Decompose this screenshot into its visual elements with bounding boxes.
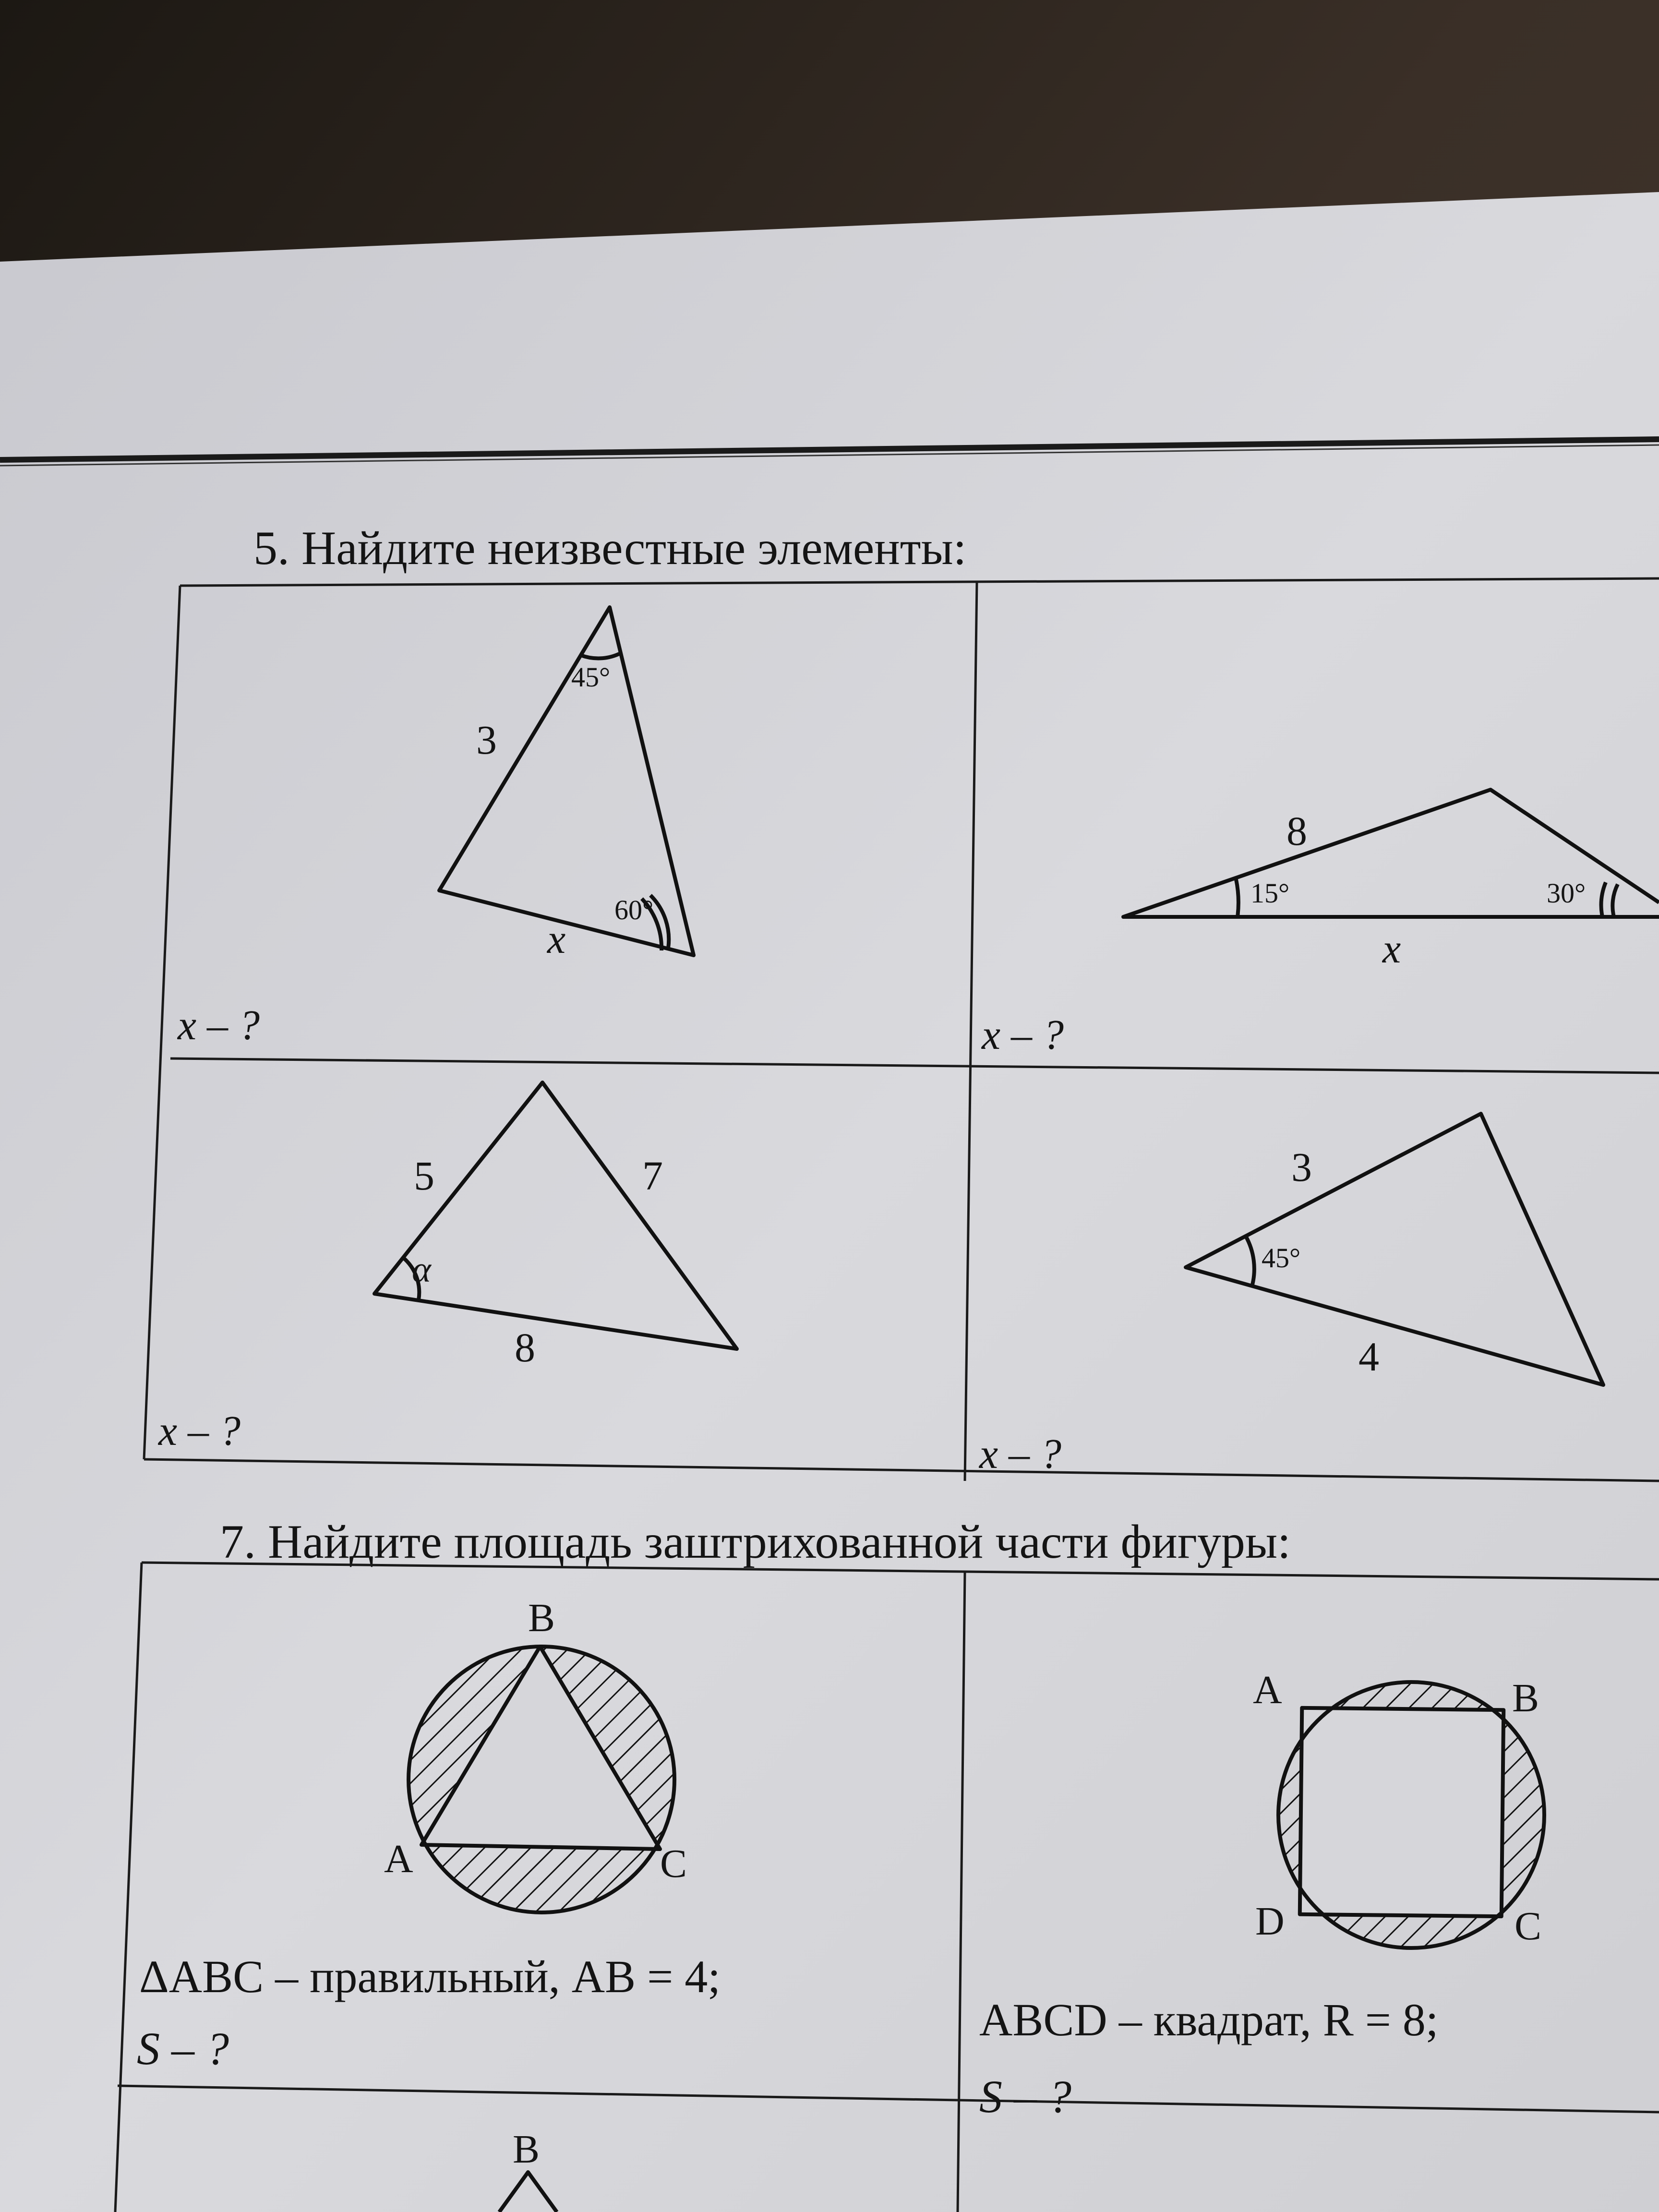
side-left-label-3: 5 (414, 1153, 434, 1199)
vertex-C-label: C (660, 1841, 687, 1886)
question-cell-1: x – ? (178, 1002, 260, 1049)
angle-top-label: 45° (571, 661, 611, 693)
angle-bottom-label: 60° (614, 894, 654, 926)
vertex-B-label: B (528, 1596, 555, 1640)
side-top-label-4: 3 (1291, 1144, 1312, 1190)
question-cell-3: x – ? (158, 1408, 241, 1455)
condition-cell-b: ABCD – квадрат, R = 8; (979, 1994, 1439, 2045)
section7-heading: 7. Найдите площадь заштрихованной части фигуры: (220, 1515, 1291, 1568)
angle-right-label-2: 30° (1547, 878, 1586, 909)
side-bottom-label-4: 4 (1358, 1334, 1379, 1380)
vertex-A-label: A (384, 1837, 413, 1881)
angle-label-4: 45° (1262, 1242, 1301, 1274)
question-cell-b: S – ? (979, 2071, 1071, 2122)
vertex-B-label-2: B (1512, 1676, 1539, 1720)
question-cell-2: x – ? (982, 1012, 1064, 1058)
angle-left-label-2: 15° (1250, 878, 1290, 909)
side-bottom-label-2: x (1382, 926, 1401, 972)
section5-heading: 5. Найдите неизвестные элементы: (253, 521, 967, 575)
side-top-label: 3 (476, 717, 497, 763)
condition-cell-a: ΔABC – правильный, AB = 4; (139, 1951, 721, 2002)
side-right-label-3: 7 (642, 1153, 663, 1199)
question-cell-a: S – ? (137, 2023, 229, 2074)
vertex-C-label-2: C (1515, 1904, 1542, 1948)
vertex-A-label-2: A (1253, 1668, 1282, 1712)
side-top-label-2: 8 (1286, 808, 1307, 854)
vertex-D-label-2: D (1255, 1899, 1285, 1944)
vertex-B-label-3: B (513, 2127, 540, 2172)
angle-label-3: α (412, 1250, 431, 1290)
question-cell-4: x – ? (979, 1431, 1062, 1478)
side-bottom-label-3: 8 (515, 1324, 535, 1370)
side-bottom-label: x (547, 916, 566, 962)
